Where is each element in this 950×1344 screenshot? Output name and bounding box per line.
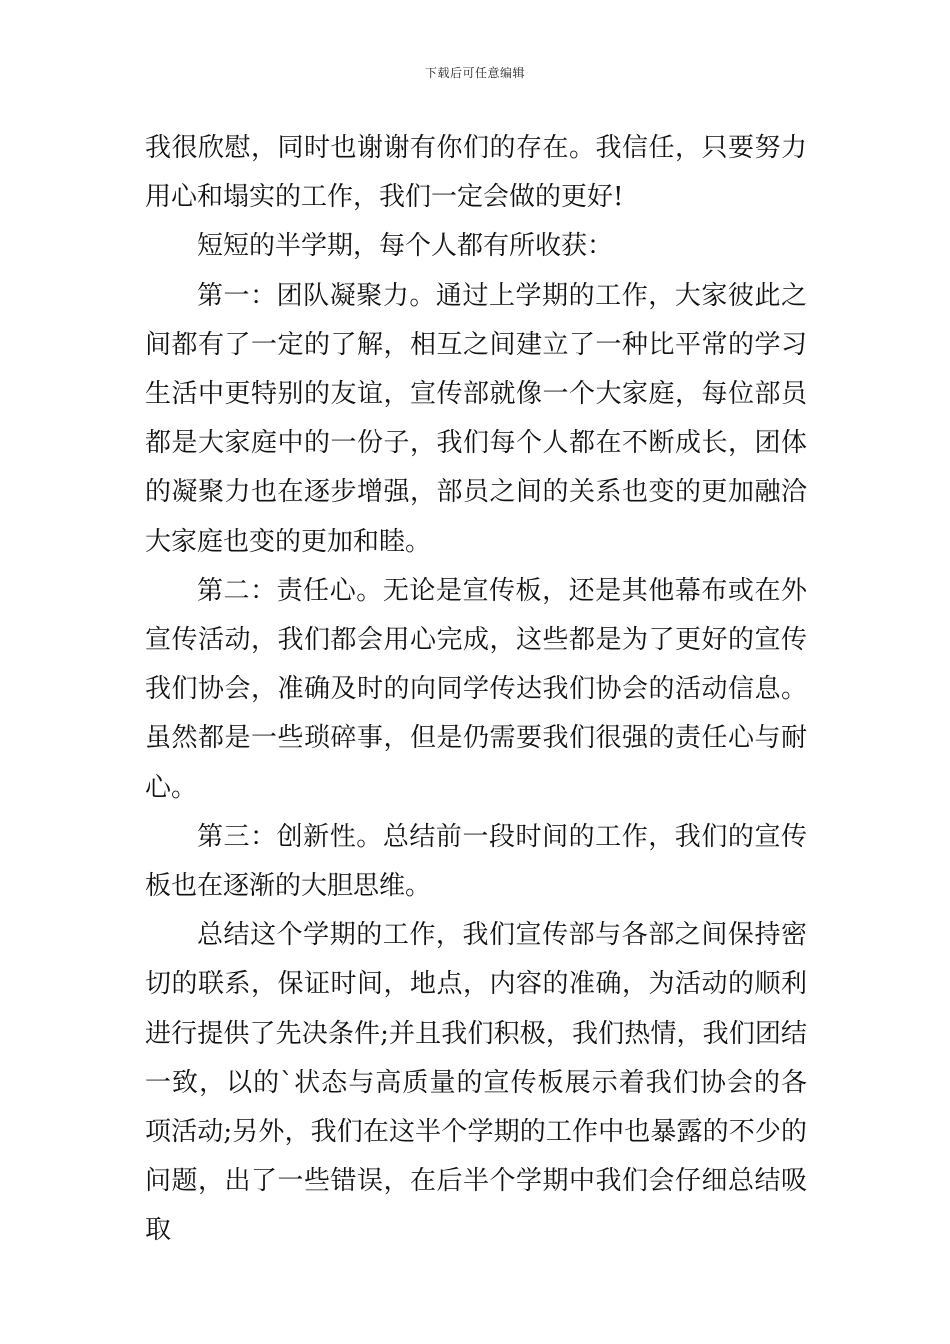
paragraph-4: 第二：责任心。无论是宣传板，还是其他幕布或在外宣传活动，我们都会用心完成，这些都是为了更好的宣传我们协会，准确及时的向同学传达我们协会的活动信息。虽然都是一些琐碎事，但是仍需要我们很强的责任心与耐心。 xyxy=(145,575,807,803)
paragraph-2: 短短的半学期，每个人都有所收获： xyxy=(197,231,614,262)
paragraph-1: 我很欣慰，同时也谢谢有你们的存在。我信任，只要努力用心和塌实的工作，我们一定会做的更好! xyxy=(145,133,807,213)
header-note: 下载后可任意编辑 xyxy=(424,66,525,80)
body-text xyxy=(145,124,807,1256)
paragraph-6: 总结这个学期的工作，我们宣传部与各部之间保持密切的联系，保证时间，地点，内容的准确，为活动的顺利进行提供了先决条件;并且我们积极，我们热情，我们团结一致，以的`状态与高质量的宣传板展示着我们协会的各项活动;另外，我们在这半个学期的工作中也暴露的不少的问题，出了一些错误，在后半个学期中我们会仔细总结吸取 xyxy=(145,920,807,1246)
paragraph-3: 第一：团队凝聚力。通过上学期的工作，大家彼此之间都有了一定的了解，相互之间建立了一种比平常的学习生活中更特别的友谊，宣传部就像一个大家庭，每位部员都是大家庭中的一份子，我们每个人都在不断成长，团体的凝聚力也在逐步增强，部员之间的关系也变的更加融洽大家庭也变的更加和睦。 xyxy=(145,280,807,557)
paragraph-5: 第三：创新性。总结前一段时间的工作，我们的宣传板也在逐渐的大胆思维。 xyxy=(145,821,807,902)
